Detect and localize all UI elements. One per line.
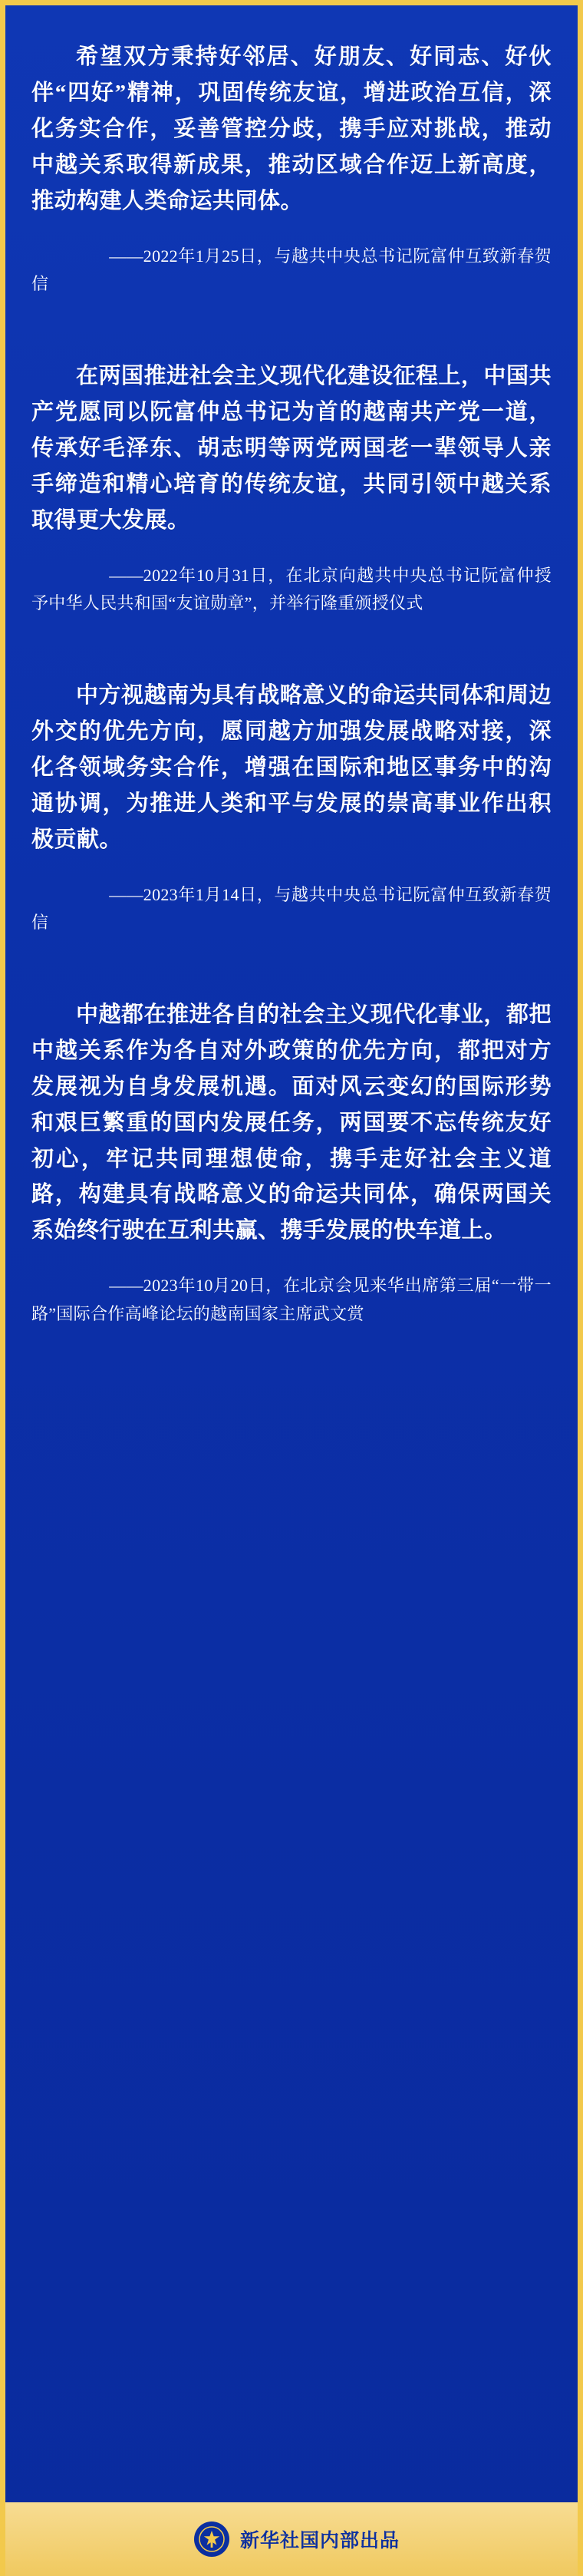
xinhua-emblem-icon [194, 2522, 229, 2557]
quote-block [31, 358, 552, 618]
bottom-spacer [31, 1368, 552, 1460]
quote-attribution: ——2023年1月14日，与越共中央总书记阮富仲互致新春贺信 [31, 884, 552, 933]
quote-body: 中越都在推进各自的社会主义现代化事业，都把中越关系作为各自对外政策的优先方向，都把对方发展视为自身发展机遇。面对风云变幻的国际形势和艰巨繁重的国内发展任务，两国要不忘传统友好初心，牢记共同理想使命，携手走好社会主义道路，构建具有战略意义的命运共同体，确保两国关系始终行驶在互利共赢、携手发展的快车道上。 [31, 1002, 552, 1243]
quote-body: 希望双方秉持好邻居、好朋友、好同志、好伙伴“四好”精神，巩固传统友谊，增进政治互信，深化务实合作，妥善管控分歧，携手应对挑战，推动中越关系取得新成果，推动区域合作迈上新高度，推动构建人类命运共同体。 [31, 45, 552, 213]
quote-body: 在两国推进社会主义现代化建设征程上，中国共产党愿同以阮富仲总书记为首的越南共产党一道，传承好毛泽东、胡志明等两党两国老一辈领导人亲手缔造和精心培育的传统友谊，共同引领中越关系取得更大发展。 [31, 363, 552, 533]
quote-body: 中方视越南为具有战略意义的命运共同体和周边外交的优先方向，愿同越方加强发展战略对接，深化各领域务实合作，增强在国际和地区事务中的沟通协调，为推进人类和平与发展的崇高事业作出积极贡献。 [31, 682, 552, 852]
footer-label: 新华社国内部出品 [239, 2530, 400, 2551]
quote-attribution: ——2022年1月25日，与越共中央总书记阮富仲互致新春贺信 [31, 246, 552, 294]
quote-block [31, 678, 552, 937]
block-spacer [31, 658, 552, 678]
quote-block [31, 39, 552, 299]
footer-bar [5, 2502, 583, 2576]
quote-attribution: ——2023年10月20日，在北京会见来华出席第三届“一带一路”国际合作高峰论坛的越南国家主席武文赏 [31, 1276, 552, 1323]
quote-block [31, 997, 552, 1329]
quote-attribution: ——2022年10月31日，在北京向越共中央总书记阮富仲授予中华人民共和国“友谊勋章”，并举行隆重颁授仪式 [31, 565, 552, 613]
quotes-container [5, 5, 578, 1460]
block-spacer [31, 339, 552, 358]
block-spacer [31, 977, 552, 997]
